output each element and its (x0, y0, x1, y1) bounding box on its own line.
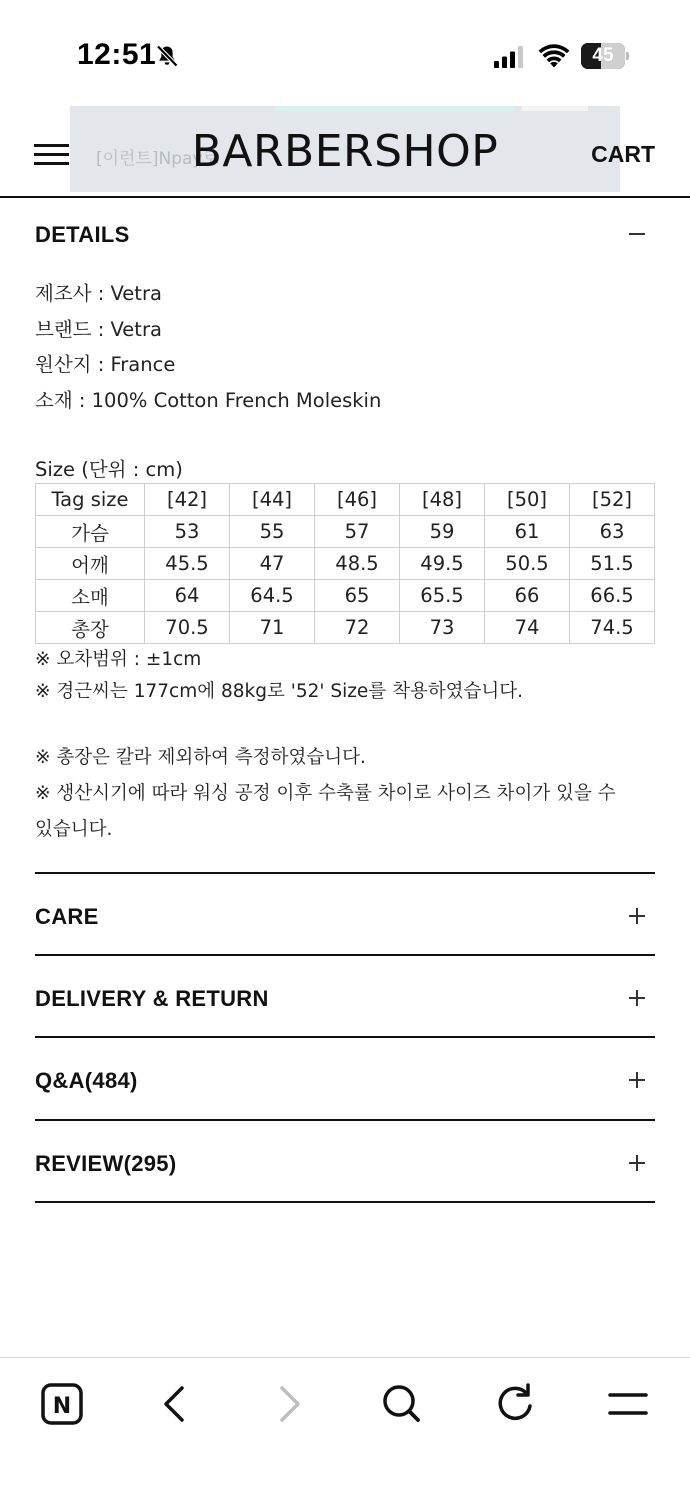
table-cell: 64.5 (230, 580, 315, 612)
table-cell: 49.5 (400, 548, 485, 580)
table-cell: 45.5 (145, 548, 230, 580)
signal-icon (494, 46, 524, 68)
care-section-toggle[interactable] (35, 872, 655, 954)
table-cell: 소매 (36, 580, 145, 612)
battery-percent: 45 (592, 45, 614, 66)
table-cell: [48] (400, 484, 485, 516)
status-bar (0, 0, 690, 100)
plus-icon[interactable] (629, 990, 645, 1006)
details-section (35, 198, 655, 840)
naver-letter: N (52, 1394, 72, 1419)
note-shrinkage-cont: 있습니다. (35, 819, 113, 840)
note-tolerance: ※ 오차범위 : ±1cm (35, 649, 202, 670)
size-table-title: Size (단위 : cm) (35, 458, 183, 481)
section-title-delivery-return: DELIVERY & RETURN (35, 986, 269, 1011)
table-cell: [50] (485, 484, 570, 516)
table-cell: Tag size (36, 484, 145, 516)
table-cell: 61 (485, 516, 570, 548)
table-cell: 50.5 (485, 548, 570, 580)
minus-icon[interactable] (629, 233, 645, 235)
note-shrinkage: ※ 생산시기에 따라 워싱 공정 이후 수축률 차이로 사이즈 차이가 있을 수 (35, 783, 616, 804)
site-logo[interactable]: BARBERSHOP (191, 126, 499, 177)
info-material: 소재 : 100% Cotton French Moleskin (35, 388, 382, 412)
table-cell: 48.5 (315, 548, 400, 580)
plus-icon[interactable] (629, 908, 645, 924)
table-cell: 72 (315, 612, 400, 644)
section-title-details: DETAILS (35, 222, 130, 247)
table-cell: 64 (145, 580, 230, 612)
table-cell: [44] (230, 484, 315, 516)
section-title-care: CARE (35, 904, 99, 929)
table-cell: 71 (230, 612, 315, 644)
search-icon[interactable] (378, 1380, 426, 1428)
table-cell: 66 (485, 580, 570, 612)
table-row (36, 580, 655, 612)
section-title-qna: Q&A(484) (35, 1068, 138, 1093)
info-brand: 브랜드 : Vetra (35, 317, 162, 341)
table-cell: 57 (315, 516, 400, 548)
section-divider (35, 1201, 655, 1203)
table-cell: 73 (400, 612, 485, 644)
table-cell: 총장 (36, 612, 145, 644)
info-manufacturer: 제조사 : Vetra (35, 282, 162, 305)
table-cell: 59 (400, 516, 485, 548)
info-origin: 원산지 : France (35, 353, 176, 376)
naver-icon[interactable] (39, 1380, 87, 1428)
table-row (36, 516, 655, 548)
table-cell: 65.5 (400, 580, 485, 612)
table-cell: 47 (230, 548, 315, 580)
product-info-list (35, 276, 381, 418)
menu-icon[interactable] (604, 1380, 652, 1428)
site-header (0, 100, 690, 198)
table-cell: 51.5 (570, 548, 655, 580)
table-cell: 74 (485, 612, 570, 644)
qna-section-toggle[interactable] (35, 1036, 655, 1118)
section-title-review: REVIEW(295) (35, 1151, 177, 1176)
size-table-header-row (36, 484, 655, 516)
browser-toolbar (0, 1357, 690, 1500)
table-cell: 어깨 (36, 548, 145, 580)
table-cell: [46] (315, 484, 400, 516)
table-cell: 53 (145, 516, 230, 548)
table-row (36, 612, 655, 644)
table-cell: [52] (570, 484, 655, 516)
status-time: 12:51 (77, 38, 157, 71)
forward-icon[interactable] (265, 1380, 313, 1428)
promo-overlay-text: [이런트]Npay로 (96, 149, 219, 169)
table-cell: 63 (570, 516, 655, 548)
note-model-size: ※ 경근씨는 177cm에 88kg로 '52' Size를 착용하였습니다. (35, 681, 524, 702)
table-row (36, 548, 655, 580)
measurement-notes (35, 740, 616, 848)
details-toggle[interactable] (35, 198, 655, 270)
battery-icon (581, 43, 629, 69)
plus-icon[interactable] (629, 1072, 645, 1088)
table-cell: 65 (315, 580, 400, 612)
bell-off-icon (155, 44, 179, 68)
size-notes (35, 644, 523, 708)
delivery-return-section-toggle[interactable] (35, 954, 655, 1036)
reload-icon[interactable] (491, 1380, 539, 1428)
size-table (35, 483, 655, 644)
table-cell: 66.5 (570, 580, 655, 612)
back-icon[interactable] (150, 1380, 198, 1428)
wifi-icon (538, 43, 570, 69)
table-cell: 74.5 (570, 612, 655, 644)
cart-link[interactable]: CART (591, 141, 655, 167)
note-length: ※ 총장은 칼라 제외하여 측정하였습니다. (35, 747, 366, 768)
table-cell: 가슴 (36, 516, 145, 548)
table-cell: 70.5 (145, 612, 230, 644)
plus-icon[interactable] (629, 1155, 645, 1171)
review-section-toggle[interactable] (35, 1119, 655, 1201)
table-cell: [42] (145, 484, 230, 516)
table-cell: 55 (230, 516, 315, 548)
